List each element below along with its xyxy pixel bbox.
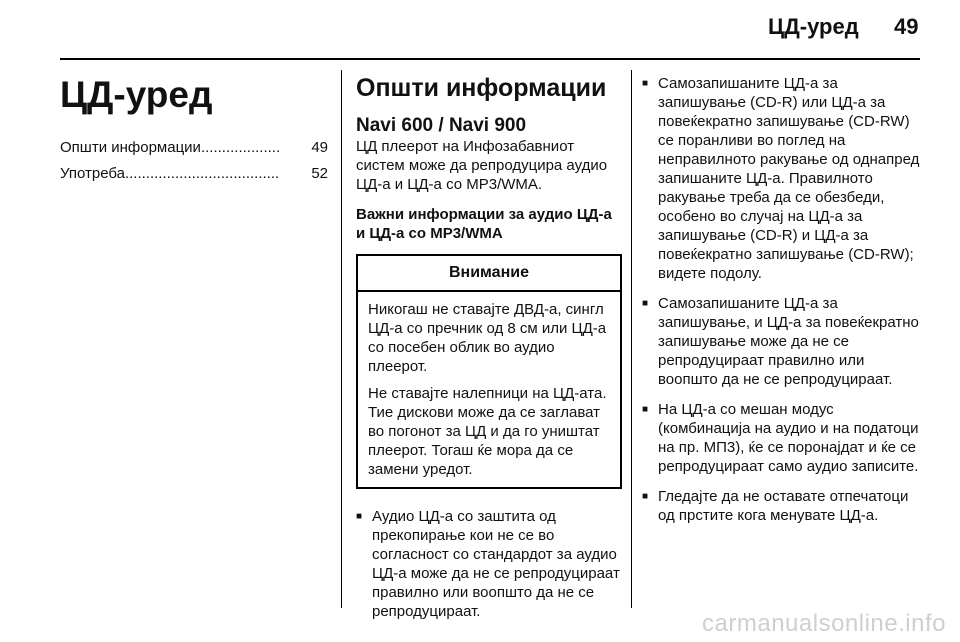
toc-entry[interactable] (60, 135, 328, 161)
middle-column (356, 68, 622, 632)
model-subheading: Navi 600 / Navi 900 (356, 114, 527, 136)
intro-paragraph: ЦД плеерот на Инфозабавниот систем може да репродуцира аудио ЦД-а и ЦД-а со MP3/WMA. (356, 137, 608, 193)
page-number: 49 (894, 14, 919, 39)
list-item (642, 294, 924, 389)
column-divider-1 (341, 70, 342, 608)
warning-box (356, 254, 622, 489)
list-item (356, 507, 622, 621)
list-item-text: На ЦД-а со мешан модус (комбинација на аудио и на податоци на пр. МП3), ќе се поронајдат и ќе се репродуцираат само аудио записите. (658, 401, 919, 475)
bullet-square-icon: ■ (642, 491, 649, 502)
left-column (60, 68, 328, 187)
list-item-text: Самозапишаните ЦД-а за запишување (CD-R) или ЦД-а за повеќекратно запишување (CD-RW) се поранливи во поглед на неправилното ракување од однапред запишаните ЦД-а. Правилното ракување треба да се обезбеди, особено во случај на ЦД-а за запишување (CD-R) и ЦД-а за повеќекратно запишување (CD-RW); видете подолу. (658, 75, 920, 282)
warning-paragraph: Не ставајте налепници на ЦД-ата. Тие дискови може да се заглават во погонот за ЦД и да го уништат плеерот. Тогаш ќе мора да се замени уредот. (368, 384, 607, 478)
important-info-heading: Важни информации за аудио ЦД-а и ЦД-а со MP3/WMA (356, 205, 612, 242)
warning-title: Внимание (358, 256, 620, 292)
column-divider-2 (631, 70, 632, 608)
list-item (642, 487, 924, 525)
running-header-title: ЦД-уред (768, 14, 859, 39)
chapter-title: ЦД-уред (60, 74, 213, 115)
toc-entry-page: 52 (311, 164, 328, 182)
section-title: Општи информации (356, 74, 607, 102)
list-item-text: Аудио ЦД-а со заштита од прекопирање кои не се во согласност со стандардот за аудио ЦД-а може да не се репродуцираат правилно или воопшто да не се репродуцираат. (372, 507, 620, 620)
toc-entry-page: 49 (311, 138, 328, 156)
warning-body (358, 292, 620, 487)
list-item-text: Гледајте да не оставате отпечатоци од прстите кога менувате ЦД-а. (658, 488, 909, 524)
toc-leader-dots: ..................................... (124, 164, 280, 182)
toc-entry[interactable] (60, 161, 328, 187)
bullet-square-icon: ■ (642, 298, 649, 309)
list-item-text: Самозапишаните ЦД-а за запишување, и ЦД-а за повеќекратно запишување може да не се репродуцираат правилно или воопшто да не се репродуцираат. (658, 295, 919, 388)
bullet-square-icon: ■ (642, 78, 649, 89)
toc-entry-label: Општи информации (60, 138, 201, 156)
watermark-text: carmanualsonline.info (702, 610, 946, 637)
toc-leader-dots: ................... (200, 138, 281, 156)
right-column (642, 74, 924, 536)
bullet-square-icon: ■ (642, 404, 649, 415)
toc-entry-label: Употреба (60, 164, 125, 182)
bullet-square-icon: ■ (356, 510, 363, 522)
header-rule (60, 58, 920, 60)
list-item (642, 400, 924, 476)
list-item (642, 74, 924, 283)
warning-paragraph: Никогаш не ставајте ДВД-а, сингл ЦД-а со пречник од 8 см или ЦД-а со посебен облик во аудио плеерот. (368, 300, 607, 375)
